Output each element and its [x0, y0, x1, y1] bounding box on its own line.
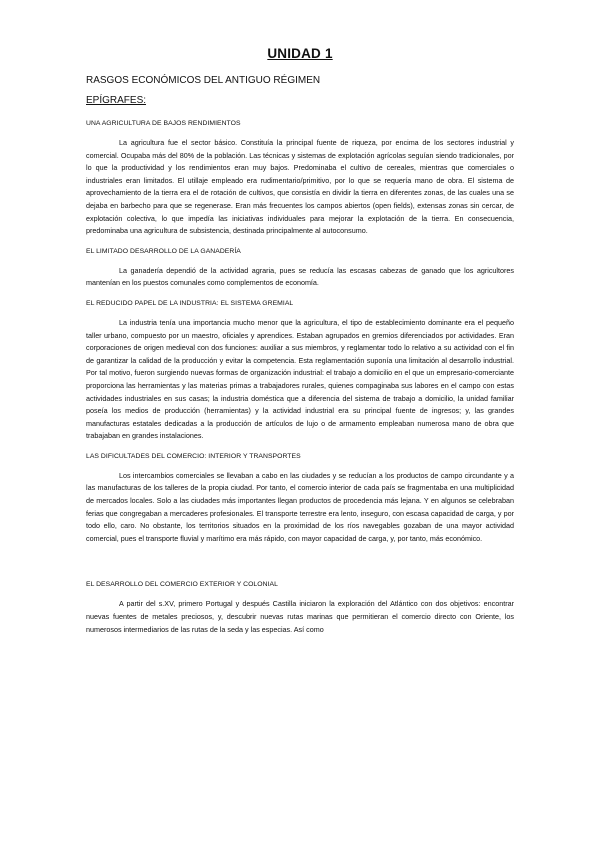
epigrafes-label: EPÍGRAFES: — [86, 95, 147, 106]
section-heading: LAS DIFICULTADES DEL COMERCIO: INTERIOR Y TRANSPORTES — [86, 452, 301, 460]
section-heading: EL LIMITADO DESARROLLO DE LA GANADERÍA — [86, 247, 241, 255]
section-paragraph: La industria tenía una importancia mucho menor que la agricultura, el tipo de establecimiento dominante era el pequeño taller urbano, compuesto por un maestro, oficiales y aprendices. Estaban agrupados en gremios diferenciados por actividades. Eran corporaciones de origen medieval con dos funciones: auxiliar a sus miembros, y reglamentar todo lo relativo a su actividad con el fin de garantizar la calidad de la producción y evitar la competencia. Esta reglamentación suponía una limitación al desarrollo industrial. Por tal motivo, fueron surgiendo nuevas formas de organización industrial: el trabajo a domicilio en el que un empresario-comerciante proporciona las herramientas y las materias primas a trabajadores rurales, quienes compaginaba sus labores en el campo con estas actividades industriales en sus casas; la industria doméstica que a diferencia del sistema de trabajo a domicilio, la unidad familiar poseía los medios de producción (herramientas) y la actividad industrial era su principal fuente de ingresos; y, las grandes manufacturas estatales dedicadas a la producción de artículos de lujo o de armamento empleaban numerosa mano de obra que trabajaban en grandes instalaciones. — [86, 317, 514, 441]
section-gap — [86, 555, 514, 581]
section-industria — [86, 300, 514, 443]
section-comercio-exterior — [86, 581, 514, 636]
section-paragraph: Los intercambios comerciales se llevaban a cabo en las ciudades y se reducían a los productos de campo circundante y a las manufacturas de los talleres de la propia ciudad. Por tanto, el comercio interior de cada país se fragmentaba en una multiplicidad de mercados locales. Solo a las ciudades más importantes llegan productos de procedencia más lejana. Y en algunos se celebraban ferias que congregaban a mercaderes profesionales. El transporte terrestre era lento, inseguro, con escasa capacidad de carga, y por todo ello, caro. No obstante, los territorios situados en la proximidad de los ríos navegables gozaban de una mayor actividad comercial, pues el transporte fluvial y marítimo era más rápido, con mayor capacidad de carga, y, por tanto, más económico. — [86, 470, 514, 543]
section-paragraph: La agricultura fue el sector básico. Constituía la principal fuente de riqueza, por encima de los sectores industrial y comercial. Ocupaba más del 80% de la población. Las técnicas y sistemas de explotación agrícolas seguían siendo tradicionales, por lo que la productividad y los rendimientos eran muy bajos. Predominaba el cultivo de cereales, mientras que comerciales o industriales eran limitados. El utillaje empleado era rudimentario/primitivo, por lo que se requería mano de obra. El sistema de aprovechamiento de la tierra era el de rotación de cultivos, que consistía en dividir la tierra en diferentes zonas, de las cuales una se dejaba en barbecho para que se regenerase. Eran más frecuentes los campos abiertos (open fields), extensas zonas sin cercar, de explotación colectiva, lo que impedía las iniciativas individuales para mejorar la explotación de la tierra. En consecuencia, predominaba una agricultura de subsistencia, destinada principalmente al autoconsumo. — [86, 138, 514, 236]
section-ganaderia — [86, 248, 514, 290]
unit-title: UNIDAD 1 — [267, 46, 333, 61]
section-paragraph: La ganadería dependió de la actividad agraria, pues se reducía las escasas cabezas de ganado que los agricultores mantenían en los puestos comunales como complementos de economía. — [86, 265, 514, 288]
section-heading: EL REDUCIDO PAPEL DE LA INDUSTRIA: EL SISTEMA GREMIAL — [86, 299, 294, 307]
section-agricultura — [86, 120, 514, 238]
section-comercio-interior — [86, 453, 514, 546]
document-subtitle: RASGOS ECONÓMICOS DEL ANTIGUO RÉGIMEN — [86, 75, 321, 86]
section-paragraph: A partir del s.XV, primero Portugal y después Castilla iniciaron la exploración del Atlántico con dos objetivos: encontrar nuevas fuentes de metales preciosos, y, descubrir nuevas rutas marinas que permitieran el comercio directo con Oriente, los numerosos intermediarios de las rutas de la seda y las especias. Así como — [86, 599, 514, 634]
section-heading: EL DESARROLLO DEL COMERCIO EXTERIOR Y COLONIAL — [86, 581, 278, 589]
section-heading: UNA AGRICULTURA DE BAJOS RENDIMIENTOS — [86, 120, 241, 127]
